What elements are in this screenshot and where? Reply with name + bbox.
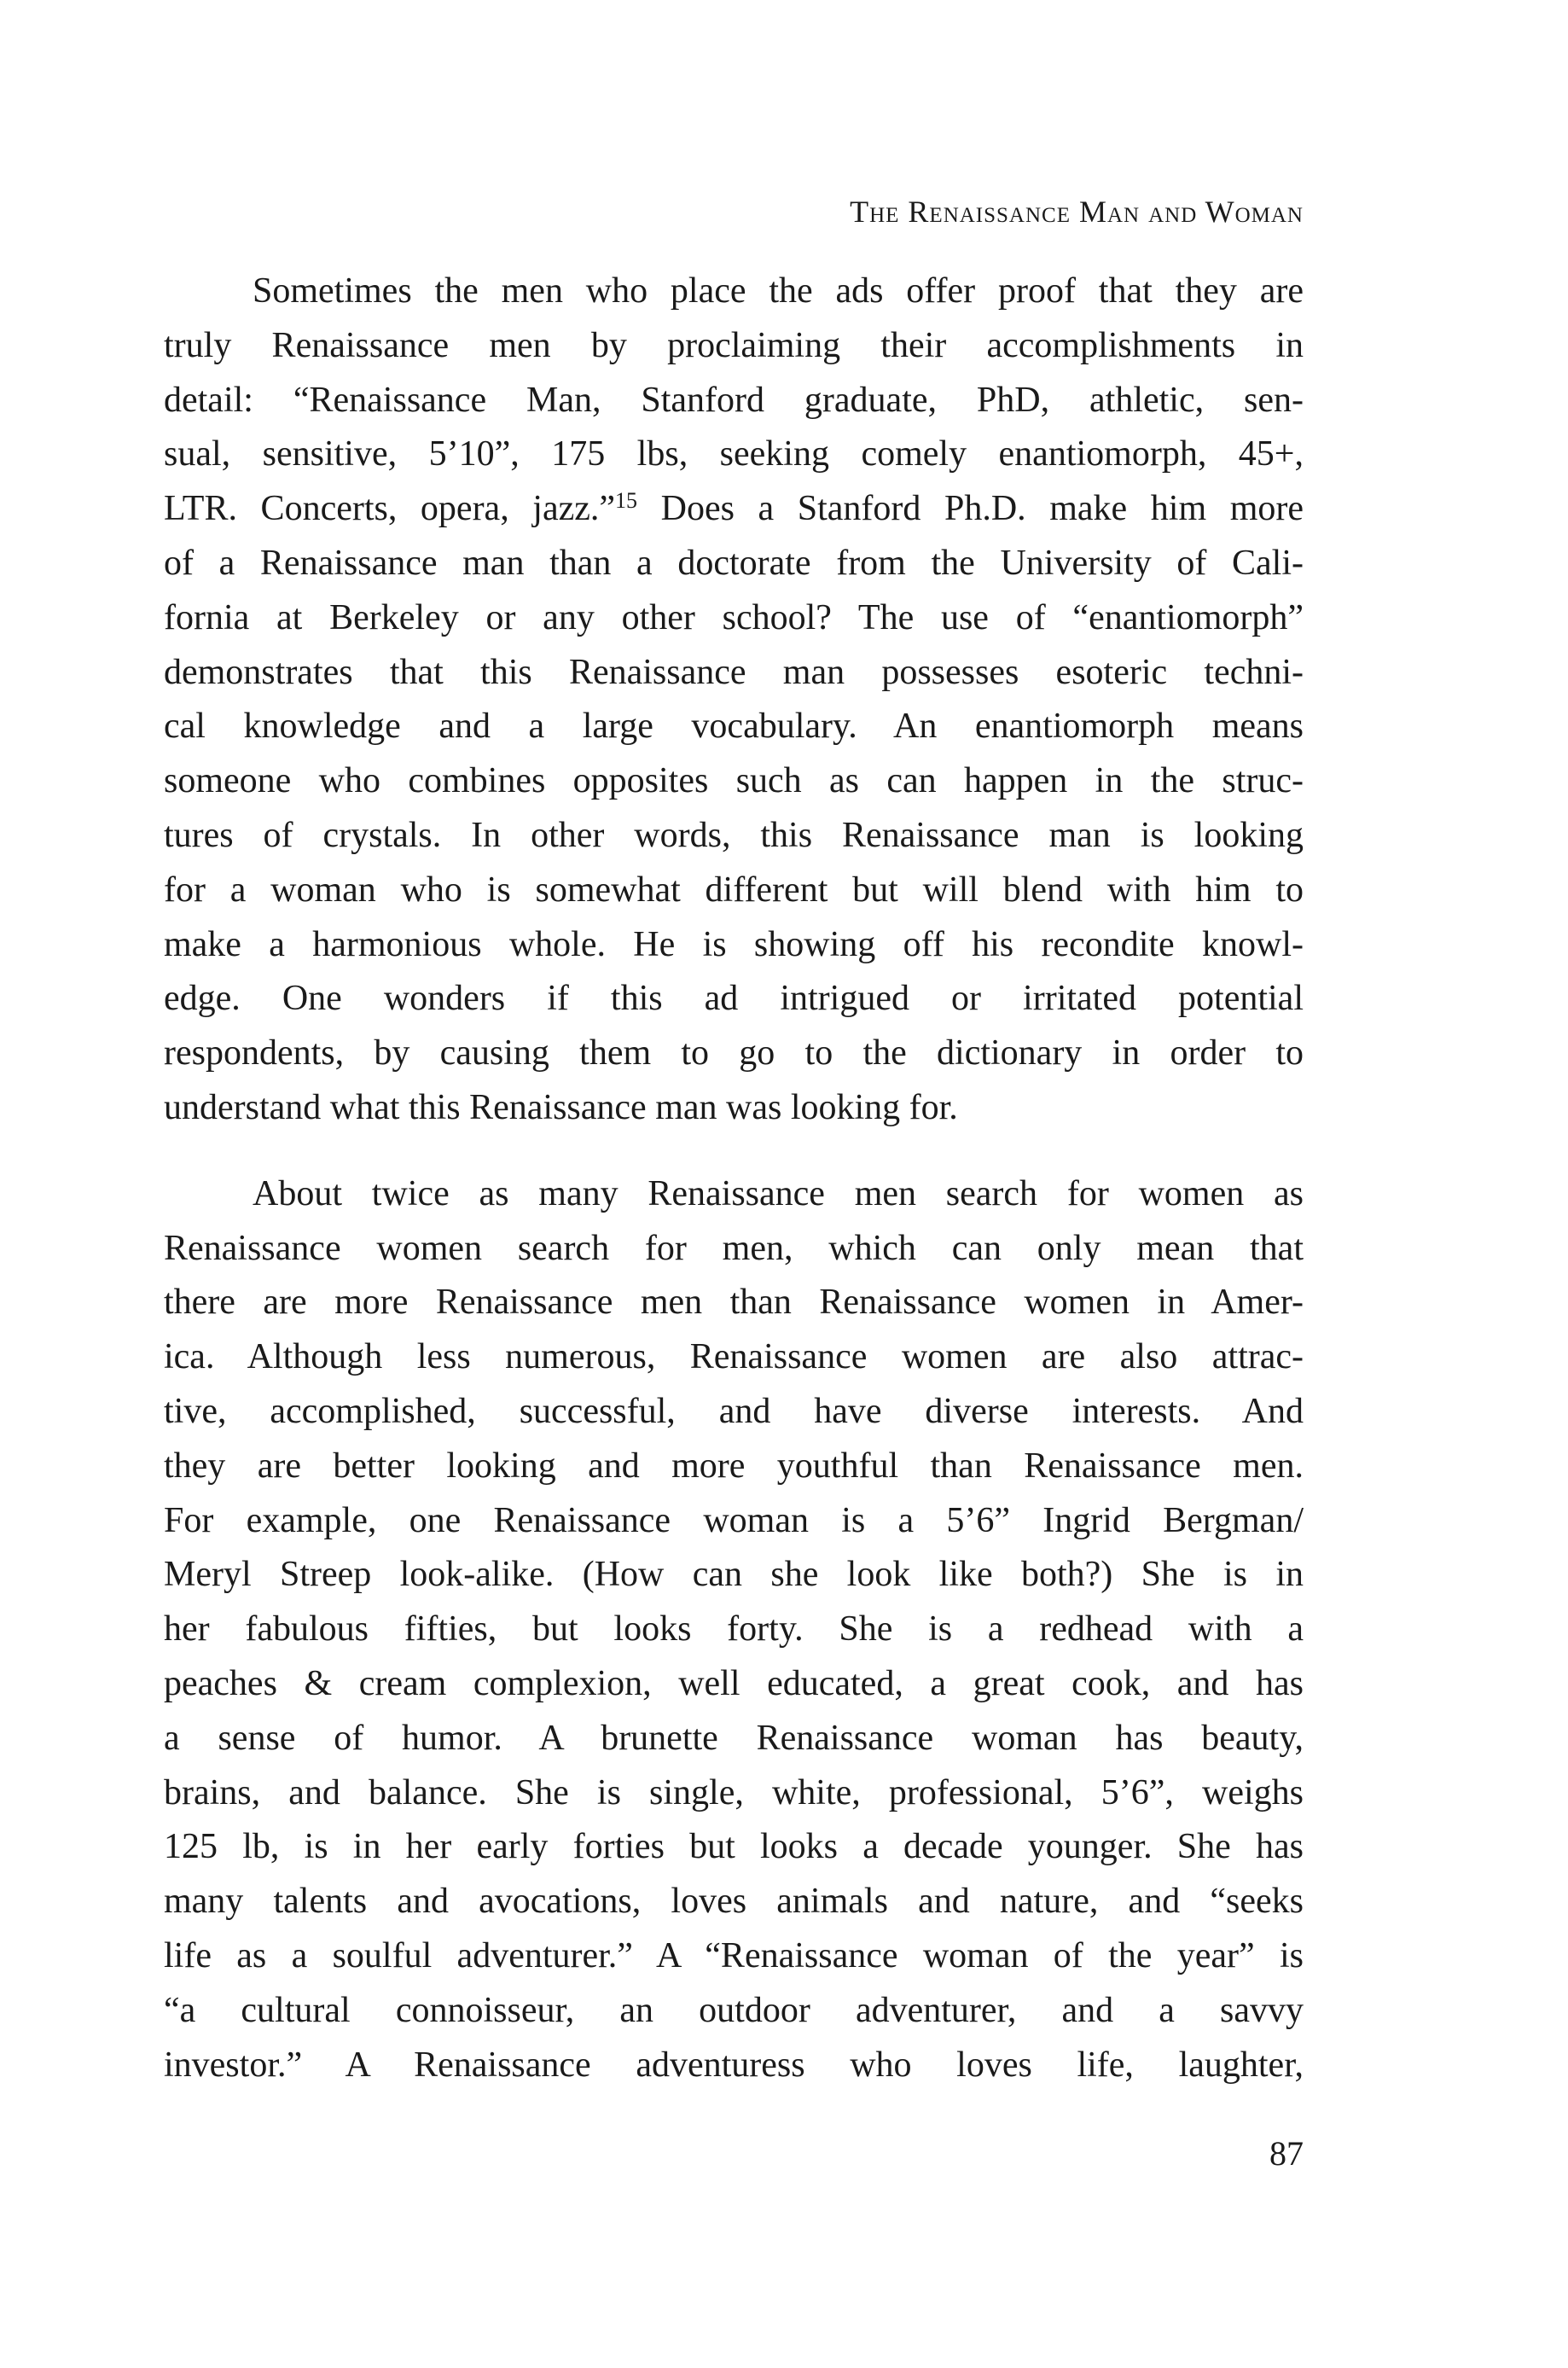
text-line: there are more Renaissance men than Renaissance women in Amer- xyxy=(164,1283,1304,1323)
paragraph-2 xyxy=(164,1167,1304,2093)
text-line: peaches & cream complexion, well educated, a great cook, and has xyxy=(164,1663,1304,1703)
text-line: “a cultural connoisseur, an outdoor adventurer, and a savvy xyxy=(164,1990,1304,2030)
text-line: respondents, by causing them to go to the dictionary in order to xyxy=(164,1033,1304,1073)
text-line: someone who combines opposites such as can happen in the struc- xyxy=(164,761,1304,801)
text-line: her fabulous fifties, but looks forty. She is a redhead with a xyxy=(164,1609,1304,1649)
text-line: truly Renaissance men by proclaiming their accomplishments in xyxy=(164,325,1304,365)
text-line: detail: “Renaissance Man, Stanford graduate, PhD, athletic, sen- xyxy=(164,380,1304,420)
text-line: Sometimes the men who place the ads offer proof that they are xyxy=(253,271,1304,311)
page-number: 87 xyxy=(1269,2134,1304,2173)
text-segment: Does a Stanford Ph.D. make him more xyxy=(637,489,1304,529)
text-line: brains, and balance. She is single, white, professional, 5’6”, weighs xyxy=(164,1772,1304,1812)
text-line: edge. One wonders if this ad intrigued or irritated potential xyxy=(164,979,1304,1019)
text-line: Renaissance women search for men, which can only mean that xyxy=(164,1228,1304,1268)
text-line: demonstrates that this Renaissance man possesses esoteric techni- xyxy=(164,652,1304,692)
text-line: 125 lb, is in her early forties but looks a decade younger. She has xyxy=(164,1827,1304,1867)
text-line: understand what this Renaissance man was looking for. xyxy=(164,1087,958,1127)
text-line: for a woman who is somewhat different but will blend with him to xyxy=(164,870,1304,910)
body-text xyxy=(164,265,1304,2092)
text-line-with-footnote xyxy=(164,482,1304,537)
running-head: The Renaissance Man and Woman xyxy=(850,195,1304,229)
text-line: Meryl Streep look-alike. (How can she look like both?) She is in xyxy=(164,1555,1304,1595)
text-line: they are better looking and more youthful than Renaissance men. xyxy=(164,1446,1304,1486)
text-line: investor.” A Renaissance adventuress who loves life, laughter, xyxy=(164,2045,1304,2085)
text-line: fornia at Berkeley or any other school? The use of “enantiomorph” xyxy=(164,597,1304,637)
text-line: tures of crystals. In other words, this Renaissance man is looking xyxy=(164,815,1304,855)
text-segment: LTR. Concerts, opera, jazz.” xyxy=(164,489,616,529)
footnote-reference[interactable]: 15 xyxy=(615,488,638,514)
text-line: make a harmonious whole. He is showing off his recondite knowl- xyxy=(164,924,1304,964)
text-line: cal knowledge and a large vocabulary. An enantiomorph means xyxy=(164,707,1304,747)
text-line: life as a soulful adventurer.” A “Renaissance woman of the year” is xyxy=(164,1935,1304,1975)
paragraph-1 xyxy=(164,265,1304,1136)
text-line: sual, sensitive, 5’10”, 175 lbs, seeking comely enantiomorph, 45+, xyxy=(164,434,1304,474)
text-line: tive, accomplished, successful, and have diverse interests. And xyxy=(164,1391,1304,1431)
text-line: of a Renaissance man than a doctorate from the University of Cali- xyxy=(164,543,1304,583)
text-line: many talents and avocations, loves animals and nature, and “seeks xyxy=(164,1882,1304,1922)
text-line: a sense of humor. A brunette Renaissance woman has beauty, xyxy=(164,1718,1304,1758)
text-line: ica. Although less numerous, Renaissance women are also attrac- xyxy=(164,1337,1304,1377)
text-line: About twice as many Renaissance men search for women as xyxy=(253,1173,1304,1213)
text-line: For example, one Renaissance woman is a 5’6” Ingrid Bergman/ xyxy=(164,1500,1304,1540)
